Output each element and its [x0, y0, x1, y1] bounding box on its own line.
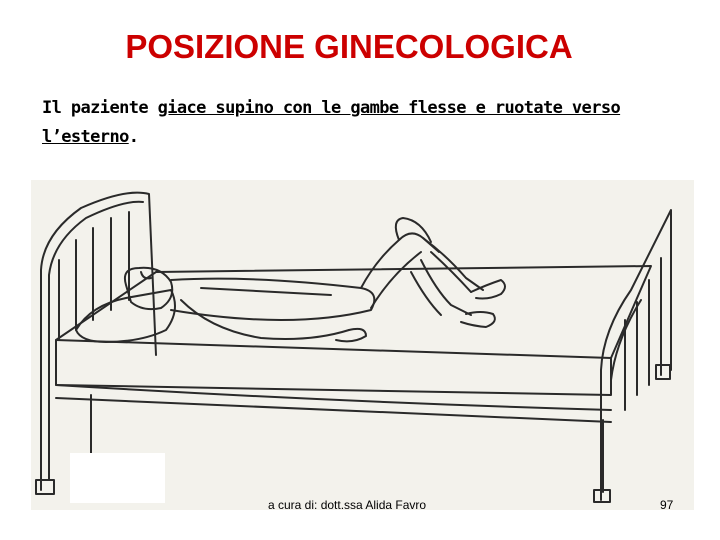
slide-title: POSIZIONE GINECOLOGICA: [125, 28, 573, 65]
slide-description: [42, 94, 682, 152]
description-end: .: [128, 127, 139, 147]
page-number: 97: [660, 498, 674, 512]
description-underlined: giace supino con le gambe flesse e ruotate verso l’esterno: [42, 98, 621, 147]
white-patch: [70, 453, 165, 503]
description-lead: Il paziente: [42, 98, 158, 118]
footer-credit: a cura di: dott.ssa Alida Favro: [268, 498, 427, 512]
